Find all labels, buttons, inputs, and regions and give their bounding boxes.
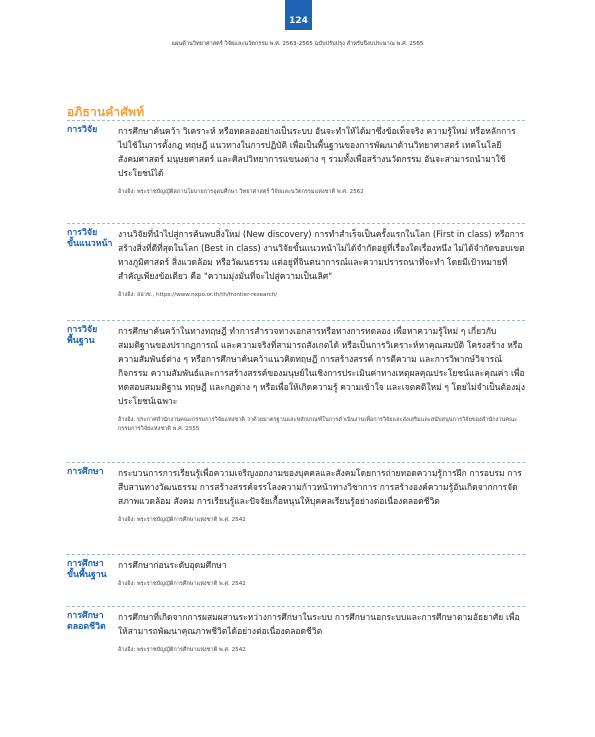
glossary-term [67,325,117,347]
term-line: การวิจัย [67,125,98,135]
glossary-term [67,228,117,250]
glossary-title: อภิธานคำศัพท์ [67,105,145,119]
term-line: ขั้นแนวหน้า [67,239,113,249]
term-line: การศึกษา [67,611,104,621]
term-line: ขั้นพื้นฐาน [67,570,107,580]
definition-text: การศึกษาค้นคว้าในทางทฤษฎี ทำการสำรวจทางเอกสารหรือทางการทดลอง เพื่อหาความรู้ใหม่ ๆ เกี่ยวกับสมมติฐานของปรากฏการณ์ และความจริงที่สามารถสังเกตได้ หรือเป็นการวิเคราะห์หาคุณสมบัติ โครงสร้าง หรือความสัมพันธ์ต่าง ๆ หรือการศึกษาค้นคว้าแนวคิดทฤษฎี การสร้างสรรค์ การตีความ และการวิพากษ์วิจารณ์กิจกรรม ความสัมพันธ์และการสร้างสรรค์ของมนุษย์ในเชิงการประเมินค่าทางเหตุผลคุณประโยชน์และคุณค่า เพื่อทดสอบสมมติฐาน ทฤษฎี และกฎต่าง ๆ หรือเพื่อให้เกิดความรู้ ความเข้าใจ และเจตคติใหม่ ๆ โดยไม่จำเป็นต้องมุ่งประโยชน์เฉพาะ [118,327,525,407]
term-line: ตลอดชีวิต [67,622,106,632]
glossary-entry [67,223,525,320]
term-line: การศึกษา [67,467,104,477]
reference-text: อ้างอิง: พระราชบัญญัติการศึกษาแห่งชาติ พ.ศ. 2542 [118,517,246,523]
glossary-entry [67,320,525,462]
definition-text: การศึกษาค้นคว้า วิเคราะห์ หรือทดลองอย่างเป็นระบบ อันจะทำให้ได้มาซึ่งข้อเท็จจริง ความรู้ใหม่ หรือหลักการไปใช้ในการตั้งกฎ ทฤษฎี แนวทางในการปฏิบัติ เพื่อเป็นพื้นฐานของการพัฒนาด้านวิทยาศาสตร์ เทคโนโลยี สังคมศาสตร์ มนุษยศาสตร์ และศิลปวิทยาการแขนงต่าง ๆ รวมทั้งเพื่อสร้างนวัตกรรม อันจะสามารถนำมาใช้ประโยชน์ได้ [118,127,516,179]
definition-text: การศึกษาที่เกิดจากการผสมผสานระหว่างการศึกษาในระบบ การศึกษานอกระบบและการศึกษาตามอัธยาศัย เพื่อให้สามารถพัฒนาคุณภาพชีวิตได้อย่างต่อเนื่องตลอดชีวิต [118,613,520,637]
entry-body [118,321,525,434]
glossary-entry [67,606,525,686]
term-line: การศึกษา [67,559,104,569]
entry-body [118,224,525,300]
glossary-entry [67,120,525,223]
reference-text: อ้างอิง: พระราชบัญญัติการศึกษาแห่งชาติ พ.ศ. 2542 [118,581,246,587]
definition-text: กระบวนการการเรียนรู้เพื่อความเจริญงอกงามของบุคคลและสังคมโดยการถ่ายทอดความรู้การฝึก การอบรม การสืบสานทางวัฒนธรรม การสร้างสรรค์จรรโลงความก้าวหน้าทางวิชาการ การสร้างองค์ความรู้อันเกิดจากการจัดสภาพแวดล้อม สังคม การเรียนรู้และปัจจัยเกื้อหนุนให้บุคคลเรียนรู้อย่างต่อเนื่องตลอดชีวิต [118,469,522,507]
reference-text: อ้างอิง: ประกาศสำนักงานคณะกรรมการวิจัยแห่งชาติ ว่าด้วยมาตรฐานและหลักเกณฑ์ในการดำเนินงานเพื่อการวิจัยและส่งเสริมและสนับสนุนการวิจัยของสำนักงานคณะกรรมการวิจัยแห่งชาติ พ.ศ. 2555 [118,417,518,432]
page-number-tab [285,0,312,30]
glossary-entry [67,554,525,606]
entry-body [118,607,525,655]
entry-body [118,555,525,589]
glossary-term [67,125,117,136]
entry-body [118,463,525,525]
definition-text: งานวิจัยที่นำไปสู่การค้นพบสิ่งใหม่ (New discovery) การทำสำเร็จเป็นครั้งแรกในโลก (First in class) หรือการสร้างสิ่งที่ดีที่สุดในโลก (Best in class) งานวิจัยขั้นแนวหน้าไม่ได้จำกัดอยู่ที่เรื่องใดเรื่องหนึ่ง ไม่ได้จำกัดขอบเขตทางภูมิศาสตร์ สิ่งแวดล้อม หรือวัฒนธรรม แต่อยู่ที่จินตนาการณ์และความปรารถนาที่จะทำ โดยมีเป้าหมายที่สำคัญเพียงข้อเดียว คือ "ความมุ่งมั่นที่จะไปสู่ความเป็นเลิศ" [118,230,525,282]
glossary-list [67,120,525,686]
running-header: แผนด้านวิทยาศาสตร์ วิจัยและนวัตกรรม พ.ศ. 2563-2565 ฉบับปรับปรุง สำหรับปีงบประมาณ พ.ศ. 2565 [171,41,424,47]
glossary-term [67,559,117,581]
glossary-term [67,611,117,633]
reference-text: อ้างอิง: สอวช., https://www.nxpo.or.th/th/frontier-research/ [118,292,278,298]
term-line: การวิจัย [67,228,98,238]
glossary-term [67,467,117,478]
term-line: พื้นฐาน [67,336,95,346]
glossary-entry [67,462,525,554]
entry-body [118,121,525,197]
reference-text: อ้างอิง: พระราชบัญญัติการศึกษาแห่งชาติ พ.ศ. 2542 [118,647,246,653]
page-number: 124 [289,16,308,26]
definition-text: การศึกษาก่อนระดับอุดมศึกษา [118,561,227,571]
term-line: การวิจัย [67,325,98,335]
reference-text: อ้างอิง: พระราชบัญญัติสภานโยบายการอุดมศึกษา วิทยาศาสตร์ วิจัยและนวัตกรรมแห่งชาติ พ.ศ. 2562 [118,189,364,195]
